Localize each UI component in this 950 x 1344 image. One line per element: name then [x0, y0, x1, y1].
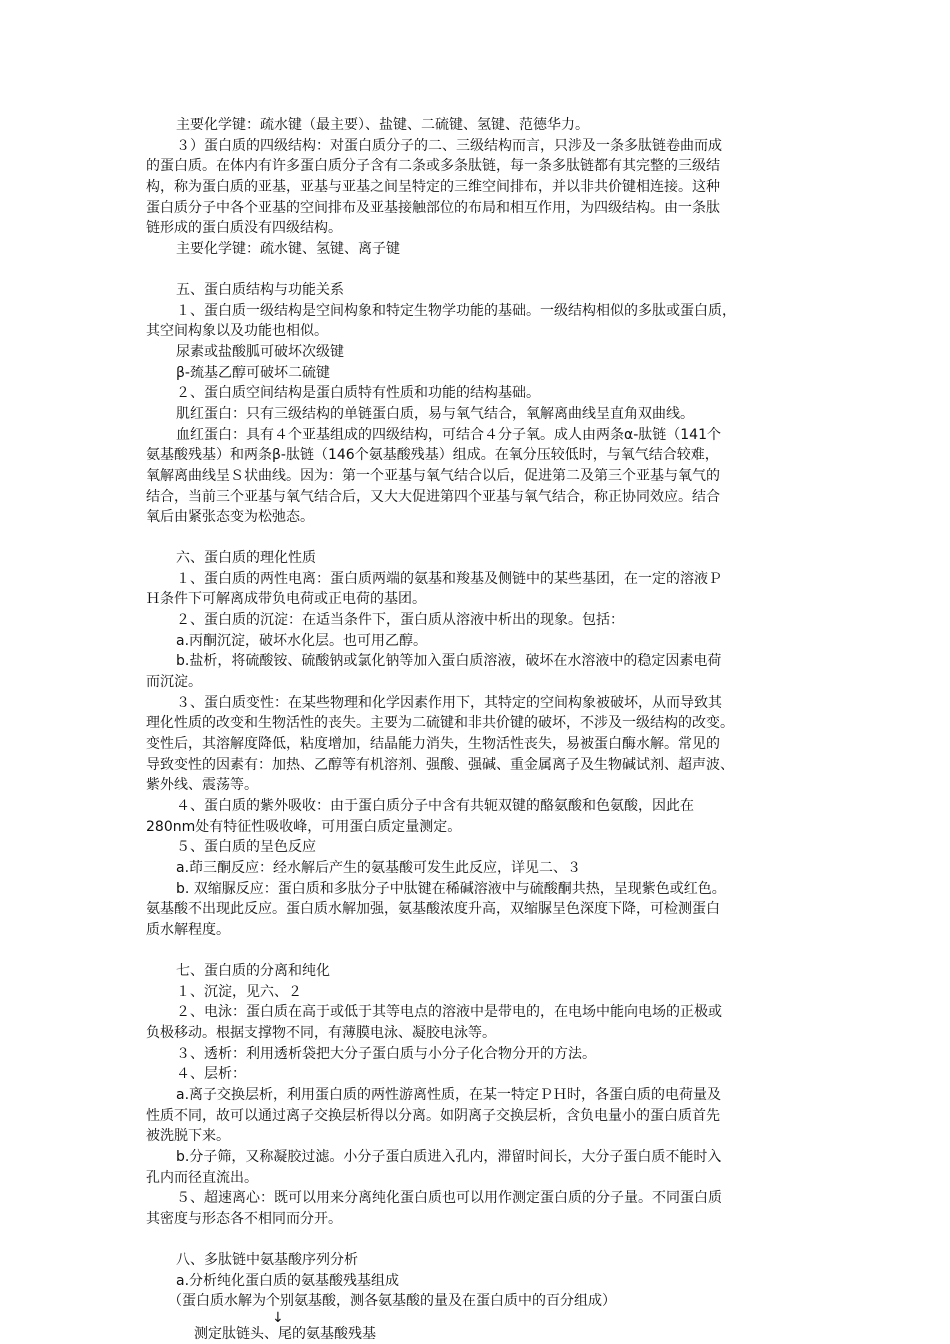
text-line: 主要化学键：疏水键、氢键、离子键: [176, 241, 400, 257]
text-line: 而沉淀。: [146, 674, 202, 690]
text-line: （蛋白质水解为个别氨基酸，测各氨基酸的量及在蛋白质中的百分组成）: [168, 1293, 616, 1309]
text-line: 氧后由紧张态变为松弛态。: [146, 509, 314, 525]
section-heading: 八、多肽链中氨基酸序列分析: [176, 1252, 358, 1268]
text-line: 氨基酸不出现此反应。蛋白质水解加强，氨基酸浓度升高，双缩脲呈色深度下降，可检测蛋白: [146, 901, 720, 917]
text-line: 负极移动。根据支撑物不同，有薄膜电泳、凝胶电泳等。: [146, 1025, 496, 1041]
section-heading: 六、蛋白质的理化性质: [176, 550, 316, 566]
text-line: ４、蛋白质的紫外吸收：由于蛋白质分子中含有共轭双键的酪氨酸和色氨酸，因此在: [176, 798, 694, 814]
text-line: 氨基酸残基）和两条β-肽链（146个氨基酸残基）组成。在氧分压较低时，与氧气结合较难，: [146, 447, 719, 463]
text-line: ５、蛋白质的呈色反应: [176, 839, 316, 855]
text-line: a.离子交换层析，利用蛋白质的两性游离性质，在某一特定ＰＨ时，各蛋白质的电荷量及: [176, 1087, 722, 1103]
text-line: 280nm处有特征性吸收峰，可用蛋白质定量测定。: [146, 819, 462, 835]
text-line: b. 双缩脲反应：蛋白质和多肽分子中肽键在稀碱溶液中与硫酸酮共热，呈现紫色或红色。: [176, 881, 726, 897]
text-line: ４、层析：: [176, 1066, 246, 1082]
text-line: １、蛋白质的两性电离：蛋白质两端的氨基和羧基及侧链中的某些基团，在一定的溶液Ｐ: [176, 571, 722, 587]
text-line: ３）蛋白质的四级结构：对蛋白质分子的二、三级结构而言，只涉及一条多肽链卷曲而成: [176, 138, 722, 154]
text-line: 的蛋白质。在体内有许多蛋白质分子含有二条或多条肽链，每一条多肽链都有其完整的三级结: [146, 158, 720, 174]
section-heading: 五、蛋白质结构与功能关系: [176, 282, 344, 298]
text-line: a.分析纯化蛋白质的氨基酸残基组成: [176, 1273, 400, 1289]
text-line: 孔内而径直流出。: [146, 1170, 258, 1186]
text-line: 氧解离曲线呈Ｓ状曲线。因为：第一个亚基与氧气结合以后，促进第二及第三个亚基与氧气的: [146, 468, 720, 484]
text-line: ５、超速离心：既可以用来分离纯化蛋白质也可以用作测定蛋白质的分子量。不同蛋白质: [176, 1190, 722, 1206]
text-line: 链形成的蛋白质没有四级结构。: [146, 220, 342, 236]
text-line: a.丙酮沉淀，破坏水化层。也可用乙醇。: [176, 633, 428, 649]
text-line: 紫外线、震荡等。: [146, 777, 258, 793]
section-heading: 七、蛋白质的分离和纯化: [176, 963, 330, 979]
text-line: ３、透析：利用透析袋把大分子蛋白质与小分子化合物分开的方法。: [176, 1046, 596, 1062]
text-line: 质水解程度。: [146, 922, 230, 938]
text-line: Ｈ条件下可解离成带负电荷或正电荷的基团。: [146, 591, 426, 607]
text-line: １、蛋白质一级结构是空间构象和特定生物学功能的基础。一级结构相似的多肽或蛋白质，: [176, 303, 736, 319]
text-line: 性质不同，故可以通过离子交换层析得以分离。如阴离子交换层析，含负电量小的蛋白质首先: [146, 1108, 720, 1124]
text-line: 其密度与形态各不相同而分开。: [146, 1211, 342, 1227]
text-line: ３、蛋白质变性：在某些物理和化学因素作用下，其特定的空间构象被破坏，从而导致其: [176, 695, 722, 711]
text-line: 变性后，其溶解度降低，粘度增加，结晶能力消失，生物活性丧失，易被蛋白酶水解。常见的: [146, 736, 720, 752]
text-line: 主要化学键：疏水键（最主要）、盐键、二硫键、氢键、范德华力。: [176, 117, 589, 133]
text-line: 被洗脱下来。: [146, 1128, 230, 1144]
text-line: 蛋白质分子中各个亚基的空间排布及亚基接触部位的布局和相互作用，为四级结构。由一条肽: [146, 200, 720, 216]
text-line: １、沉淀，见六、２: [176, 984, 302, 1000]
text-line: 肌红蛋白：只有三级结构的单链蛋白质，易与氧气结合，氧解离曲线呈直角双曲线。: [176, 406, 694, 422]
text-line: ２、电泳：蛋白质在高于或低于其等电点的溶液中是带电的，在电场中能向电场的正极或: [176, 1004, 722, 1020]
text-line: 尿素或盐酸胍可破坏次级键: [176, 344, 344, 360]
text-line: b.分子筛，又称凝胶过滤。小分子蛋白质进入孔内，滞留时间长，大分子蛋白质不能时入: [176, 1149, 722, 1165]
text-line: 理化性质的改变和生物活性的丧失。主要为二硫键和非共价键的破坏，不涉及一级结构的改变。: [146, 715, 734, 731]
text-line: 测定肽链头、尾的氨基酸残基: [194, 1326, 376, 1342]
text-line: ２、蛋白质的沉淀：在适当条件下，蛋白质从溶液中析出的现象。包括：: [176, 612, 624, 628]
text-line: ２、蛋白质空间结构是蛋白质特有性质和功能的结构基础。: [176, 385, 540, 401]
text-line: 构，称为蛋白质的亚基，亚基与亚基之间呈特定的三维空间排布，并以非共价键相连接。这种: [146, 179, 720, 195]
text-line: 其空间构象以及功能也相似。: [146, 323, 328, 339]
text-line: 导致变性的因素有：加热、乙醇等有机溶剂、强酸、强碱、重金属离子及生物碱试剂、超声波、: [146, 757, 734, 773]
down-arrow-icon: ↓: [272, 1310, 284, 1326]
text-line: 结合，当前三个亚基与氧气结合后，又大大促进第四个亚基与氧气结合，称正协同效应。结合: [146, 489, 720, 505]
text-line: 血红蛋白：具有４个亚基组成的四级结构，可结合４分子氧。成人由两条α-肽链（141个: [176, 427, 721, 443]
text-line: a.茚三酮反应：经水解后产生的氨基酸可发生此反应，详见二、３: [176, 860, 582, 876]
text-line: b.盐析，将硫酸铵、硫酸钠或氯化钠等加入蛋白质溶液，破坏在水溶液中的稳定因素电荷: [176, 653, 722, 669]
text-line: β-巯基乙醇可破坏二硫键: [176, 365, 330, 381]
